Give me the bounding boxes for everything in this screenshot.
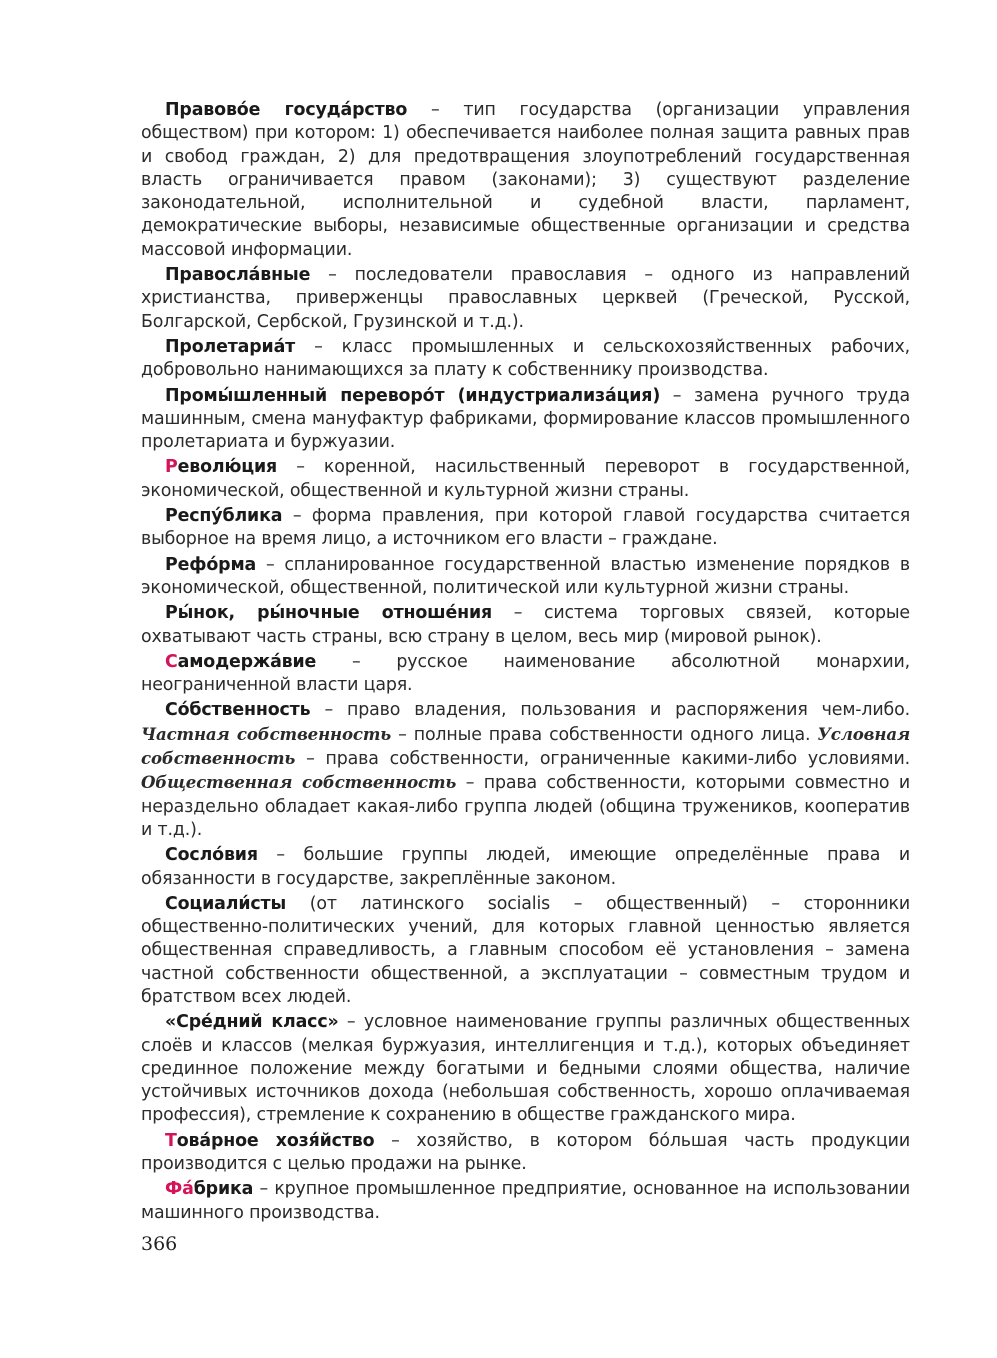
glossary-entry-sosloviya [141,844,910,891]
term: Пролетариа́т [165,336,296,357]
term: амодержа́вие [177,651,317,672]
glossary-entry-sobstvennost [141,699,910,842]
glossary-entry-promyshlennyi-perevorot [141,385,910,455]
term: Респу́блика [165,506,283,527]
subterm-chastnaya: Частная собственность [141,723,392,744]
glossary-entry-tovarnoe-khozyaistvo [141,1130,910,1177]
definition: – права собственности, ограниченные какими-либо условиями. [295,749,910,770]
definition: – крупное промышленное предприятие, основанное на использовании машинного производства. [141,1179,910,1223]
subterm-obshchestvennaya: Общественная собственность [141,772,457,793]
term: Социали́сты [165,893,287,914]
term: брика [193,1179,254,1200]
glossary-entry-pravovoe-gosudarstvo [141,99,910,262]
term: ова́рное хозя́йство [176,1130,375,1151]
definition: – класс промышленных и сельскохозяйственных рабочих, добровольно нанимающихся за плату к собственнику производства. [141,336,910,381]
glossary-entry-samoderzhavie [141,651,910,698]
subterm-uslovnaya: Условная собственность [141,723,911,769]
term-initial: Р [165,457,178,478]
glossary-entry-respublika [141,505,910,552]
definition: – большие группы людей, имеющие определённые права и обязанности в государстве, закреплённые законом. [141,845,910,889]
term: Промы́шленный переворо́т (индустриализа́ция) [165,385,661,406]
definition: – русское наименование абсолютной монархии, неограниченной власти царя. [141,651,910,696]
term: Правосла́вные [165,265,311,286]
definition: – коренной, насильственный переворот в государственной, экономической, общественной и культурной жизни страны. [141,457,910,501]
definition: – последователи православия – одного из направлений христианства, приверженцы православных церквей (Греческой, Русской, Болгарской, Сербской, Грузинской и т.д.). [141,265,910,332]
term: Сосло́вия [165,845,258,866]
term: Ры́нок, ры́ночные отноше́ния [165,603,493,624]
glossary-entry-sotsialisty [141,893,910,1009]
term: еволю́ция [177,457,278,478]
definition: – хозяйство, в котором бо́льшая часть продукции производится с целью продажи на рынке. [141,1130,910,1175]
term-initial: Фа́ [165,1179,194,1200]
definition: – замена ручного труда машинным, смена мануфактур фабриками, формирование классов промышленного пролетариата и буржуазии. [141,385,910,453]
term: Со́бственность [165,700,311,721]
glossary-entry-revolyutsiya [141,456,910,503]
definition: – условное наименование группы различных общественных слоёв и классов (мелкая буржуазия, интеллигенция и т.д.), которых объединяет срединное положение между богатыми и бедными слоями общества, наличие устойчивых источников дохода (небольшая собственность, хорошо оплачиваемая профессия), стремление к сохранению в обществе гражданского мира. [141,1012,910,1126]
glossary-content [141,99,910,1227]
glossary-entry-proletariat [141,336,910,383]
page-number: 366 [141,1233,178,1255]
definition: – права собственности, которыми совместно и нераздельно обладает какая-либо группа людей (община тружеников, кооператив и т.д.). [141,773,911,840]
glossary-entry-rynok [141,602,910,649]
glossary-entry-fabrika [141,1178,910,1225]
term-initial: С [165,651,178,672]
definition: – полные права собственности одного лица. [391,724,818,745]
definition: – спланированное государственной властью изменение порядков в экономической, общественной, политической или культурной жизни страны. [141,554,910,598]
term: «Сре́дний класс» [165,1012,339,1033]
term: Правово́е госуда́рство [165,100,408,120]
definition: – право владения, пользования и распоряжения чем-либо. [310,700,910,721]
definition: – система торговых связей, которые охватывают часть страны, всю страну в целом, весь мир (мировой рынок). [141,603,910,647]
definition: – тип государства (организации управления обществом) при котором: 1) обеспечивается наиболее полная защита равных прав и свобод граждан, 2) для предотвращения злоупотреблений государственная власть ограничивается правом (законами); 3) существуют разделение законодательной, исполнительной и судебной власти, парламент, демократические выборы, независимые общественные организации и средства массовой информации. [141,100,910,260]
definition: – форма правления, при которой главой государства считается выборное на время лицо, а источником его власти – граждане. [141,506,910,550]
term-initial: Т [165,1130,177,1151]
glossary-entry-pravoslavnye [141,264,910,334]
definition: (от латинского socialis – общественный) – сторонники общественно-политических учений, для которых главной ценностью является общественная справедливость, а главным способом её установления – замена частной собственности общественной, а эксплуатации – совместным трудом и братством всех людей. [141,893,910,1007]
glossary-entry-srednii-klass [141,1011,910,1127]
term: Рефо́рма [165,554,257,575]
glossary-entry-reforma [141,554,910,601]
